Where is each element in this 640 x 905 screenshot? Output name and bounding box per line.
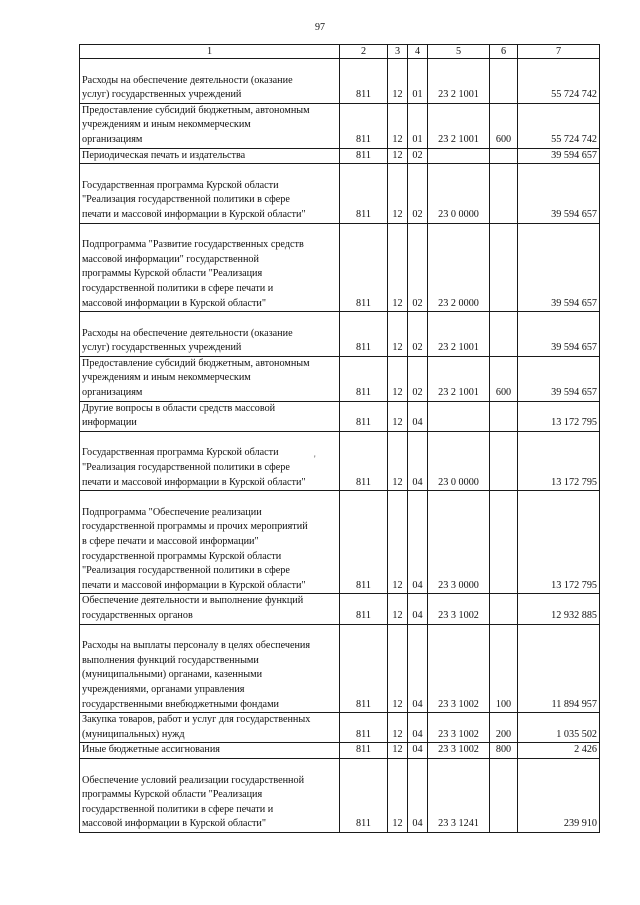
cell-expense-type	[490, 594, 518, 624]
table-row	[80, 743, 600, 759]
table-row	[80, 713, 600, 743]
cell-name	[80, 713, 340, 743]
cell-section: 12	[388, 164, 408, 223]
cell-gov-code: 811	[340, 594, 388, 624]
cell-expense-type: 100	[490, 624, 518, 713]
header-col-expense-type: 6	[490, 45, 518, 59]
cell-name	[80, 624, 340, 713]
page-number: 97	[315, 22, 325, 33]
table-row	[80, 59, 600, 104]
cell-sum: 13 172 795	[518, 401, 600, 431]
cell-target-item: 23 3 0000	[428, 491, 490, 594]
cell-name	[80, 743, 340, 759]
cell-name	[80, 758, 340, 832]
cell-section: 12	[388, 312, 408, 357]
cell-target-item: 23 3 1002	[428, 624, 490, 713]
cell-section: 12	[388, 223, 408, 312]
table-row	[80, 758, 600, 832]
cell-sum: 239 910	[518, 758, 600, 832]
cell-sum: 13 172 795	[518, 491, 600, 594]
cell-target-item: 23 2 1001	[428, 312, 490, 357]
cell-expense-type	[490, 312, 518, 357]
table-row	[80, 356, 600, 401]
cell-expense-type	[490, 758, 518, 832]
cell-gov-code: 811	[340, 431, 388, 490]
cell-sum: 1 035 502	[518, 713, 600, 743]
cell-subsection: 02	[408, 356, 428, 401]
cell-sum: 13 172 795	[518, 431, 600, 490]
table-row	[80, 103, 600, 148]
cell-subsection: 04	[408, 431, 428, 490]
cell-subsection: 04	[408, 758, 428, 832]
cell-gov-code: 811	[340, 148, 388, 164]
cell-target-item: 23 0 0000	[428, 431, 490, 490]
cell-gov-code: 811	[340, 356, 388, 401]
cell-section: 12	[388, 59, 408, 104]
cell-target-item: 23 0 0000	[428, 164, 490, 223]
cell-subsection: 02	[408, 164, 428, 223]
cell-name	[80, 356, 340, 401]
cell-gov-code: 811	[340, 401, 388, 431]
row-name-text: Иные бюджетные ассигнования	[82, 744, 220, 756]
cell-section: 12	[388, 713, 408, 743]
row-name-text: Подпрограмма "Обеспечение реализации государственной программы и прочих мероприятий в сфере печати и массовой информации" государственной программы Курской области "Реализация государственной политики в сфере печати и массовой информации в Курской области"	[82, 506, 308, 591]
header-col-gov: 2	[340, 45, 388, 59]
cell-target-item: 23 3 1002	[428, 713, 490, 743]
budget-table	[79, 44, 600, 833]
cell-expense-type	[490, 401, 518, 431]
cell-sum: 39 594 657	[518, 164, 600, 223]
table-row	[80, 401, 600, 431]
cell-subsection: 04	[408, 401, 428, 431]
cell-sum: 55 724 742	[518, 59, 600, 104]
cell-section: 12	[388, 758, 408, 832]
table-row	[80, 491, 600, 594]
cell-target-item: 23 2 1001	[428, 356, 490, 401]
cell-section: 12	[388, 103, 408, 148]
row-name-text: Подпрограмма "Развитие государственных средств массовой информации" государственной программы Курской области "Реализация государственной политики в сфере печати и массовой информации в Курской области"	[82, 239, 304, 309]
cell-expense-type	[490, 223, 518, 312]
cell-name	[80, 148, 340, 164]
cell-target-item: 23 3 1002	[428, 743, 490, 759]
cell-expense-type: 600	[490, 356, 518, 401]
cell-subsection: 02	[408, 312, 428, 357]
cell-expense-type: 800	[490, 743, 518, 759]
header-row	[80, 45, 600, 59]
cell-name	[80, 103, 340, 148]
cell-target-item: 23 2 0000	[428, 223, 490, 312]
cell-subsection: 04	[408, 713, 428, 743]
cell-gov-code: 811	[340, 223, 388, 312]
cell-target-item: 23 3 1241	[428, 758, 490, 832]
table-row	[80, 594, 600, 624]
cell-gov-code: 811	[340, 312, 388, 357]
row-name-text: Государственная программа Курской области "Реализация государственной политики в сфере печати и массовой информации в Курской области"	[82, 179, 306, 220]
cell-sum: 11 894 957	[518, 624, 600, 713]
row-name-text: Другие вопросы в области средств массовой информации	[82, 402, 276, 429]
cell-name	[80, 223, 340, 312]
cell-section: 12	[388, 624, 408, 713]
cell-gov-code: 811	[340, 743, 388, 759]
cell-subsection: 02	[408, 148, 428, 164]
row-name-text: Закупка товаров, работ и услуг для государственных (муниципальных) нужд	[82, 714, 311, 740]
cell-section: 12	[388, 148, 408, 164]
row-name-text: Предоставление субсидий бюджетным, автономным учреждениям и иным некоммерческим организациям	[82, 104, 310, 145]
cell-name	[80, 491, 340, 594]
cell-subsection: 04	[408, 594, 428, 624]
table-row	[80, 223, 600, 312]
cell-section: 12	[388, 491, 408, 594]
cell-expense-type	[490, 431, 518, 490]
cell-name	[80, 312, 340, 357]
cell-section: 12	[388, 743, 408, 759]
cell-section: 12	[388, 594, 408, 624]
row-name-text: Обеспечение деятельности и выполнение функций государственных органов	[82, 595, 304, 621]
cell-sum: 2 426	[518, 743, 600, 759]
cell-gov-code: 811	[340, 713, 388, 743]
cell-section: 12	[388, 431, 408, 490]
cell-subsection: 04	[408, 743, 428, 759]
cell-gov-code: 811	[340, 758, 388, 832]
cell-name	[80, 431, 340, 490]
cell-expense-type: 600	[490, 103, 518, 148]
cell-target-item: 23 2 1001	[428, 59, 490, 104]
header-col-sum: 7	[518, 45, 600, 59]
table-row	[80, 164, 600, 223]
row-name-text: Расходы на обеспечение деятельности (оказание услуг) государственных учреждений	[82, 327, 293, 354]
row-name-text: Предоставление субсидий бюджетным, автономным учреждениям и иным некоммерческим организациям	[82, 357, 310, 399]
cell-target-item	[428, 401, 490, 431]
cell-target-item: 23 2 1001	[428, 103, 490, 148]
table-row	[80, 431, 600, 490]
cell-gov-code: 811	[340, 59, 388, 104]
cell-name	[80, 59, 340, 104]
cell-subsection: 02	[408, 223, 428, 312]
cell-gov-code: 811	[340, 624, 388, 713]
cell-gov-code: 811	[340, 164, 388, 223]
cell-subsection: 01	[408, 103, 428, 148]
table-row	[80, 148, 600, 164]
scan-mark: '	[314, 454, 316, 464]
cell-expense-type	[490, 164, 518, 223]
header-col-name: 1	[80, 45, 340, 59]
row-name-text: Государственная программа Курской области "Реализация государственной политики в сфере печати и массовой информации в Курской области"	[82, 447, 306, 488]
header-col-section: 3	[388, 45, 408, 59]
cell-sum: 55 724 742	[518, 103, 600, 148]
cell-gov-code: 811	[340, 491, 388, 594]
cell-section: 12	[388, 401, 408, 431]
cell-subsection: 01	[408, 59, 428, 104]
cell-gov-code: 811	[340, 103, 388, 148]
row-name-text: Обеспечение условий реализации государственной программы Курской области "Реализация государственной политики в сфере печати и массовой информации в Курской области"	[82, 774, 305, 830]
cell-expense-type	[490, 148, 518, 164]
header-col-target: 5	[428, 45, 490, 59]
cell-subsection: 04	[408, 624, 428, 713]
cell-sum: 39 594 657	[518, 312, 600, 357]
cell-section: 12	[388, 356, 408, 401]
cell-target-item	[428, 148, 490, 164]
row-name-text: Расходы на выплаты персоналу в целях обеспечения выполнения функций государственными (муниципальными) органами, казенными учреждениями, органами управления государственными внебюджетными фондами	[82, 640, 311, 710]
cell-expense-type	[490, 59, 518, 104]
cell-expense-type: 200	[490, 713, 518, 743]
cell-sum: 12 932 885	[518, 594, 600, 624]
table-row	[80, 624, 600, 713]
cell-subsection: 04	[408, 491, 428, 594]
table-row	[80, 312, 600, 357]
row-name-text: Расходы на обеспечение деятельности (оказание услуг) государственных учреждений	[82, 74, 293, 101]
cell-name	[80, 164, 340, 223]
header-col-subsection: 4	[408, 45, 428, 59]
cell-sum: 39 594 657	[518, 356, 600, 401]
row-name-text: Периодическая печать и издательства	[82, 149, 246, 161]
cell-sum: 39 594 657	[518, 148, 600, 164]
cell-name	[80, 401, 340, 431]
cell-name	[80, 594, 340, 624]
cell-target-item: 23 3 1002	[428, 594, 490, 624]
cell-sum: 39 594 657	[518, 223, 600, 312]
cell-expense-type	[490, 491, 518, 594]
